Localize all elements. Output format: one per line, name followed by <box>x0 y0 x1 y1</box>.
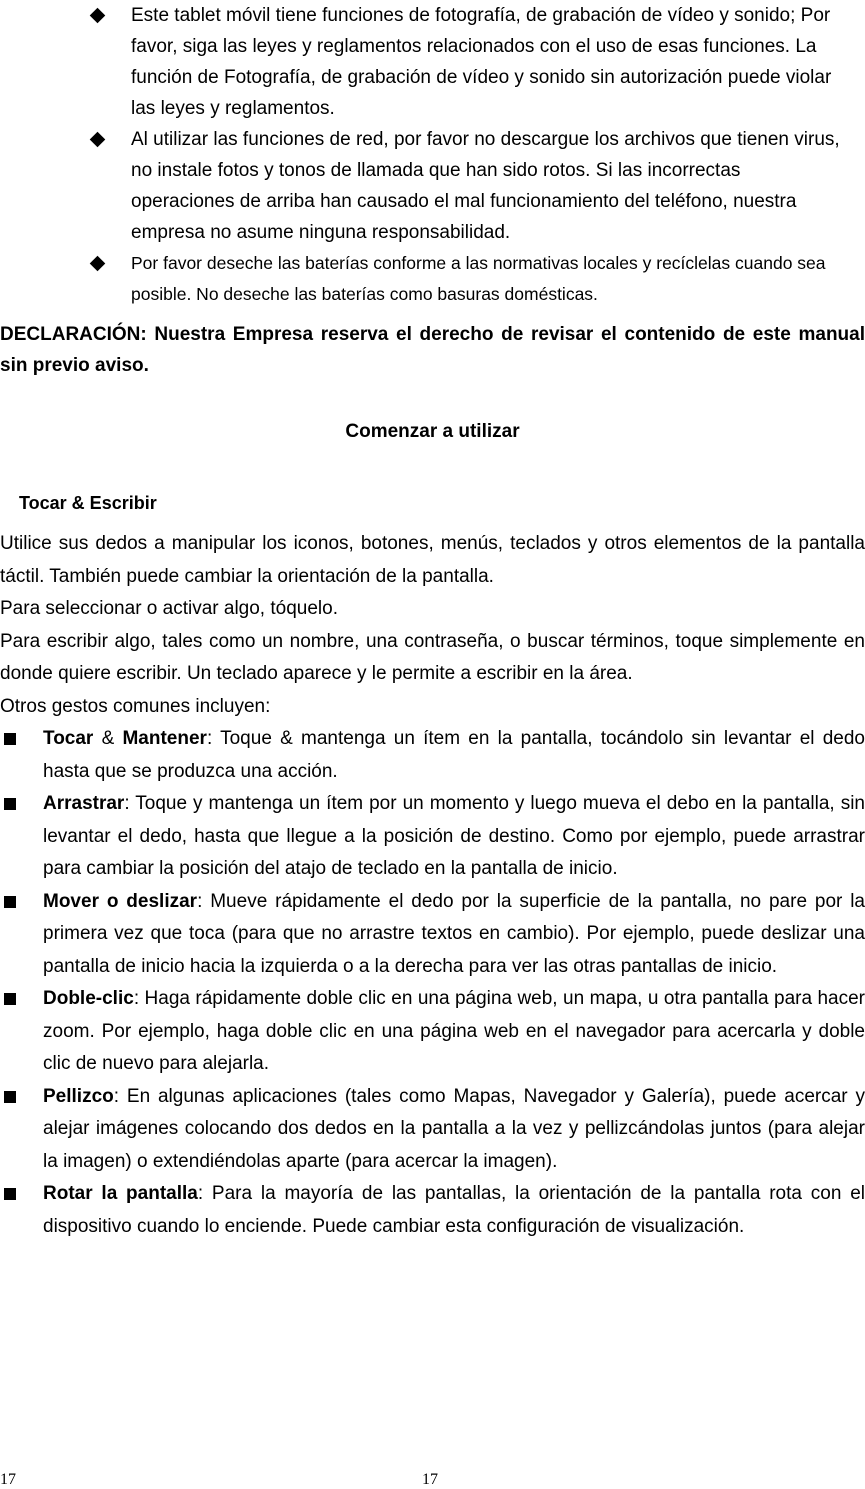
diamond-bullet-icon <box>90 8 106 24</box>
square-bullet-icon <box>4 798 16 810</box>
gesture-description: : Toque y mantenga un ítem por un momento y luego mueva el debo en la pantalla, sin levantar el dedo, hasta que llegue a la posición de destino. Como por ejemplo, puede arrastrar para cambiar la posición del atajo de teclado en la pantalla de inicio. <box>43 793 865 879</box>
footer-page-number-left: 17 <box>0 1471 16 1488</box>
warning-text: Este tablet móvil tiene funciones de fotografía, de grabación de vídeo y sonido; Por favor, siga las leyes y reglamentos relacionados con el uso de esas funciones. La función de Fotografía, de grabación de vídeo y sonido sin autorización puede violar las leyes y reglamentos. <box>131 5 832 119</box>
square-bullet-icon <box>4 733 16 745</box>
gesture-item-arrastrar <box>0 788 865 886</box>
gesture-term: Tocar <box>43 728 94 749</box>
square-bullet-icon <box>4 1091 16 1103</box>
gesture-term: Doble-clic <box>43 988 134 1009</box>
gesture-term: Pellizco <box>43 1085 114 1107</box>
square-bullet-icon <box>4 1188 16 1200</box>
warning-item <box>0 124 865 248</box>
gesture-description: : Toque & mantenga un ítem en la pantalla, tocándolo sin levantar el dedo hasta que se produzca una acción. <box>43 728 865 782</box>
gesture-description: : Haga rápidamente doble clic en una página web, un mapa, u otra pantalla para hacer zoom. Por ejemplo, haga doble clic en una página web en el navegador para acercarla y doble clic de nuevo para alejarla. <box>43 988 865 1074</box>
gesture-term: Rotar la pantalla <box>43 1183 198 1204</box>
diamond-bullet-icon <box>90 256 106 272</box>
gesture-term: Mover o deslizar <box>43 890 198 912</box>
gesture-description: : Para la mayoría de las pantallas, la orientación de la pantalla rota con el dispositivo cuando lo enciende. Puede cambiar esta configuración de visualización. <box>43 1183 865 1237</box>
paragraph: Utilice sus dedos a manipular los iconos, botones, menús, teclados y otros elementos de la pantalla táctil. También puede cambiar la orientación de la pantalla. <box>0 533 865 587</box>
section-title: Comenzar a utilizar <box>345 421 520 442</box>
paragraph: Otros gestos comunes incluyen: <box>0 695 271 717</box>
square-bullet-icon <box>4 993 16 1005</box>
gesture-item-mover <box>0 886 865 984</box>
gesture-item-rotar <box>0 1178 865 1243</box>
warning-text: Por favor deseche las baterías conforme a las normativas locales y recíclelas cuando sea posible. No deseche las baterías como basuras domésticas. <box>131 253 826 304</box>
diamond-bullet-icon <box>90 132 106 148</box>
body-content <box>0 528 865 1243</box>
gesture-term: Arrastrar <box>43 793 125 814</box>
paragraph: Para escribir algo, tales como un nombre, una contraseña, o buscar términos, toque simplemente en donde quiere escribir. Un teclado aparece y le permite a escribir en la área. <box>0 630 865 684</box>
gesture-item-pellizco <box>0 1081 865 1179</box>
paragraph: Para seleccionar o activar algo, tóquelo. <box>0 598 338 619</box>
declaration: DECLARACIÓN: Nuestra Empresa reserva el derecho de revisar el contenido de este manual sin previo aviso. <box>0 324 865 376</box>
footer-page-number-center: 17 <box>422 1471 438 1488</box>
gesture-term: Mantener <box>122 728 207 749</box>
gesture-item-tocar <box>0 723 865 788</box>
square-bullet-icon <box>4 896 16 908</box>
gesture-description: : En algunas aplicaciones (tales como Mapas, Navegador y Galería), puede acercar y alejar imágenes colocando dos dedos en la pantalla a la vez y pellizcándolas juntos (para alejar la imagen) o extendiéndolas aparte (para acercar la imagen). <box>43 1085 865 1172</box>
warning-item <box>0 0 865 124</box>
warnings-list <box>0 0 865 310</box>
gesture-description: : Mueve rápidamente el dedo por la superficie de la pantalla, no pare por la primera vez que toca (para que no arrastre textos en cambio). Por ejemplo, puede deslizar una pantalla de inicio hacia la izquierda o a la derecha para ver las otras pantallas de inicio. <box>43 890 865 977</box>
warning-item <box>0 248 865 310</box>
subsection-title: Tocar & Escribir <box>19 493 157 513</box>
gestures-list <box>0 723 865 1243</box>
warning-text: Al utilizar las funciones de red, por favor no descargue los archivos que tienen virus, no instale fotos y tonos de llamada que han sido rotos. Si las incorrectas operaciones de arriba han causado el mal funcionamiento del teléfono, nuestra empresa no asume ninguna responsabilidad. <box>131 129 840 243</box>
gesture-item-doble-clic <box>0 983 865 1081</box>
gesture-joiner: & <box>93 728 123 749</box>
